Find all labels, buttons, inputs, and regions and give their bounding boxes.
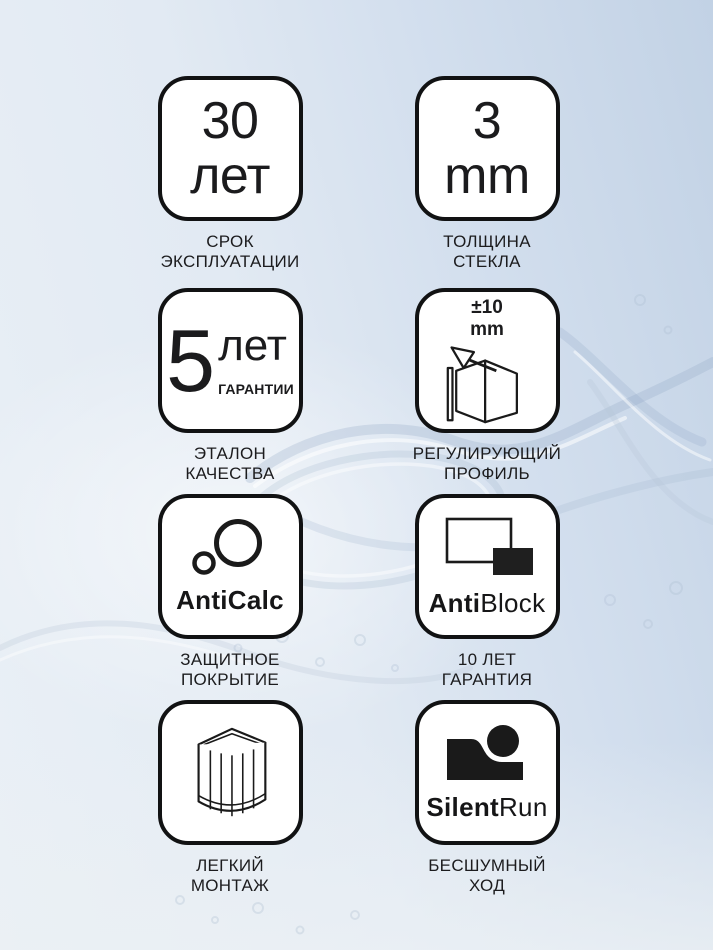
feature-anticalc (130, 494, 330, 691)
anticalc-badge (158, 494, 303, 639)
feature-lifespan (130, 76, 330, 273)
feature-glass-thickness (387, 76, 587, 273)
lifespan-badge (158, 76, 303, 221)
lifespan-value: 30 (201, 91, 259, 150)
feature-antiblock (387, 494, 587, 691)
antiblock-caption: 10 ЛЕТ ГАРАНТИЯ (441, 650, 533, 690)
anticalc-caption: ЗАЩИТНОЕ ПОКРЫТИЕ (180, 650, 280, 690)
antiblock-brand-label: AntiBlock (428, 588, 546, 618)
silentrun-badge (415, 700, 560, 845)
quality-warranty-caption: ЭТАЛОН КАЧЕСТВА (185, 444, 275, 484)
profile-tolerance-label: ±10 mm (470, 296, 504, 340)
glass-thickness-caption: ТОЛЩИНА СТЕКЛА (443, 232, 531, 272)
easy-install-badge (158, 700, 303, 845)
silentrun-caption: БЕСШУМНЫЙ ХОД (428, 856, 546, 896)
feature-silentrun (387, 700, 587, 897)
feature-adjusting-profile (387, 288, 587, 485)
antiblock-icon (435, 514, 539, 580)
adjusting-profile-caption: РЕГУЛИРУЮЩИЙ ПРОФИЛЬ (412, 444, 562, 484)
glass-thickness-badge (415, 76, 560, 221)
lifespan-unit: лет (190, 146, 270, 205)
warranty-years-value: 5 (166, 311, 214, 411)
lifespan-caption: СРОК ЭКСПЛУАТАЦИИ (160, 232, 300, 272)
quality-warranty-badge (158, 288, 303, 433)
glass-thickness-value: 3 (472, 91, 502, 150)
warranty-years-unit: лет (218, 321, 287, 371)
anticalc-bubbles-icon (189, 517, 271, 577)
adjustable-profile-icon (439, 340, 535, 424)
easy-install-caption: ЛЕГКИЙ МОНТАЖ (190, 856, 270, 896)
feature-quality-warranty (130, 288, 330, 485)
shower-cabin-icon (180, 719, 280, 827)
feature-easy-install (130, 700, 330, 897)
glass-thickness-unit: mm (444, 146, 530, 205)
anticalc-brand-label: AntiCalc (176, 585, 284, 615)
adjusting-profile-badge (415, 288, 560, 433)
silentrun-brand-label: SilentRun (426, 792, 548, 822)
antiblock-badge (415, 494, 560, 639)
warranty-label: ГАРАНТИИ (218, 381, 294, 398)
silentrun-wheel-icon (441, 722, 533, 784)
